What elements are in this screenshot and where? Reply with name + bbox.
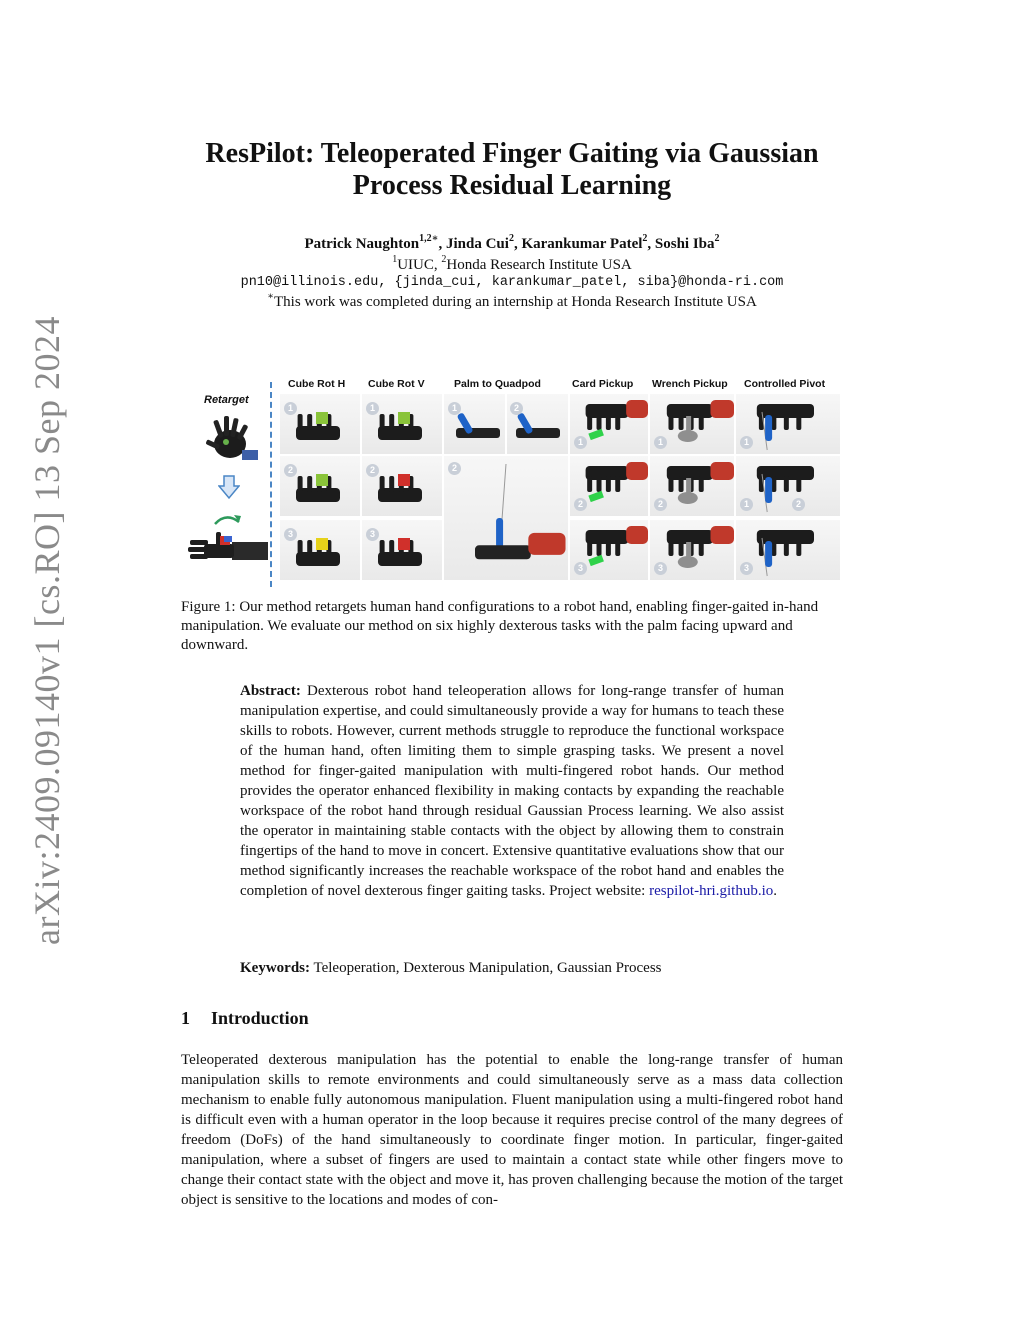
task-panel xyxy=(362,394,442,454)
author-emails: pn10@illinois.edu, {jinda_cui, karankumar_patel, siba}@honda-ri.com xyxy=(240,275,784,290)
step-number-badge: 2 xyxy=(654,498,667,511)
affiliations: $^1$UIUC, $^2$Honda Research Institute USA xyxy=(392,254,632,273)
task-panel xyxy=(650,394,734,454)
column-header-cube-rot-h: Cube Rot H xyxy=(288,378,346,390)
author-list xyxy=(150,233,874,253)
column-header-controlled-pivot: Controlled Pivot xyxy=(744,378,826,390)
step-number-badge: 1 xyxy=(284,402,297,415)
abstract: Abstract: Dexterous robot hand teleoperation allows for long-range transfer of human manipulation expertise, and could simultaneously provide a way for humans to teach these skills to robots. However, current methods struggle to reproduce the functional workspace of the human hand, often limiting them to simple grasping tasks. We present a novel method for finger-gaited manipulation with multi-fingered robot hands. Our method provides the operator enhanced flexibility in making contacts by expanding the reachable workspace of the robot hand through residual Gaussian Process learning. We also assist the operator in maintaining stable contacts with the object by allowing them to constrain fingertips of the hand to move in concert. Extensive quantitative evaluations show that our method significantly increases the reachable workspace of the robot hand and enables the completion of novel dexterous finger gaiting tasks. Project website: respilot-hri.github.io. xyxy=(240,683,784,899)
section-title: Introduction xyxy=(211,1008,309,1028)
step-number-badge: 1 xyxy=(574,436,587,449)
step-number-badge: 1 xyxy=(366,402,379,415)
task-panel xyxy=(650,520,734,580)
task-panel xyxy=(570,394,648,454)
author-name: , Karankumar Patel xyxy=(513,236,643,252)
footnote-internship: ∗This work was completed during an internship at Honda Research Institute USA xyxy=(267,291,757,310)
keywords-text: Teleoperation, Dexterous Manipulation, Gaussian Process xyxy=(310,960,662,976)
step-number-badge: 3 xyxy=(740,562,753,575)
step-number-badge: 1 xyxy=(448,402,461,415)
title-line-2: Process Residual Learning xyxy=(352,170,672,201)
arxiv-identifier: arXiv:2409.09140v1 [cs.RO] 13 Sep 2024 xyxy=(27,316,67,945)
step-number-badge: 3 xyxy=(654,562,667,575)
step-number-badge: 2 xyxy=(366,464,379,477)
author-name: Patrick Naughton xyxy=(304,236,420,252)
retarget-label: Retarget xyxy=(204,394,249,406)
step-number-badge: 1 xyxy=(740,436,753,449)
task-panel xyxy=(280,394,360,454)
task-panel xyxy=(736,456,840,516)
human-hand-glove-image xyxy=(196,412,266,472)
step-number-badge: 3 xyxy=(366,528,379,541)
down-arrow-icon xyxy=(218,474,240,500)
column-header-wrench-pickup: Wrench Pickup xyxy=(652,378,728,390)
step-number-badge: 3 xyxy=(574,562,587,575)
figure-caption: Figure 1: Our method retargets human hand configurations to a robot hand, enabling finger-gaited in-hand manipulation. We evaluate our method on six highly dexterous tasks with the palm facing upward and downward. xyxy=(181,599,819,653)
author-affiliation-mark: 2 xyxy=(642,233,648,244)
task-panel xyxy=(570,456,648,516)
task-panel xyxy=(280,456,360,516)
task-panel xyxy=(570,520,648,580)
robot-hand-image xyxy=(186,522,270,572)
keywords xyxy=(240,960,784,977)
task-panel xyxy=(736,520,840,580)
column-header-cube-rot-v: Cube Rot V xyxy=(368,378,425,390)
author-name: , Soshi Iba xyxy=(647,236,715,252)
figure-1 xyxy=(182,372,842,587)
author-affiliation-mark: 2 xyxy=(714,233,720,244)
task-panel xyxy=(650,456,734,516)
section-heading-introduction xyxy=(181,1008,309,1029)
section-number: 1 xyxy=(181,1008,190,1028)
author-affiliation-mark: 1,2∗ xyxy=(419,233,439,244)
step-number-badge: 2 xyxy=(792,498,805,511)
introduction-paragraph: Teleoperated dexterous manipulation has the potential to enable the long-range transfer of human manipulation skills to remote environments and could simultaneously serve as a mass data collection mechanism to enable fully autonomous manipulation. Fluent manipulation using a multi-fingered robot hand is difficult even with a human operator in the loop because it requires precise control of the many degrees of freedom (DoFs) of the hand simultaneously to coordinate finger motion. In particular, finger-gaited manipulation, where a subset of fingers are used to maintain a contact state while other fingers move to change their contact state with the object and move it, has proven challenging because the motion of the target object is sensitive to the locations and modes of con- xyxy=(181,1052,843,1208)
keywords-label: Keywords: xyxy=(240,960,310,976)
step-number-badge: 2 xyxy=(284,464,297,477)
author-name: , Jinda Cui xyxy=(438,236,509,252)
abstract-text: Dexterous robot hand teleoperation allows for long-range transfer of human manipulation expertise, and could simultaneously provide a way for humans to teach these skills to robots. However, current methods struggle to reproduce the functional workspace of the human hand, often limiting them to simple grasping tasks. We present a novel method for finger-gaited manipulation with multi-fingered robot hands. Our method provides the operator enhanced flexibility in making contacts by expanding the reachable workspace of the robot hand through residual Gaussian Process learning. We also assist the operator in maintaining stable contacts with the object by allowing them to constrain fingertips of the hand to move in concert. Extensive quantitative evaluations show that our method significantly increases the reachable workspace of the robot hand and enables the completion of novel dexterous finger gaiting tasks. Project website: xyxy=(240,683,784,899)
step-number-badge: 1 xyxy=(740,498,753,511)
task-panel xyxy=(444,456,568,580)
task-panel xyxy=(736,394,840,454)
step-number-badge: 2 xyxy=(510,402,523,415)
step-number-badge: 1 xyxy=(654,436,667,449)
figure-divider xyxy=(270,382,272,587)
task-panel xyxy=(362,456,442,516)
step-number-badge: 2 xyxy=(448,462,461,475)
task-panel xyxy=(362,520,442,580)
author-affiliation-mark: 2 xyxy=(508,233,514,244)
paper-title xyxy=(150,138,874,202)
column-header-card-pickup: Card Pickup xyxy=(572,378,634,390)
abstract-label: Abstract: xyxy=(240,683,301,699)
project-website-link[interactable]: respilot-hri.github.io xyxy=(649,883,774,899)
step-number-badge: 2 xyxy=(574,498,587,511)
title-line-1: ResPilot: Teleoperated Finger Gaiting via Gaussian xyxy=(205,138,819,169)
column-header-palm-to-quadpod: Palm to Quadpod xyxy=(454,378,541,390)
step-number-badge: 3 xyxy=(284,528,297,541)
task-panel xyxy=(280,520,360,580)
task-panel xyxy=(444,394,568,454)
